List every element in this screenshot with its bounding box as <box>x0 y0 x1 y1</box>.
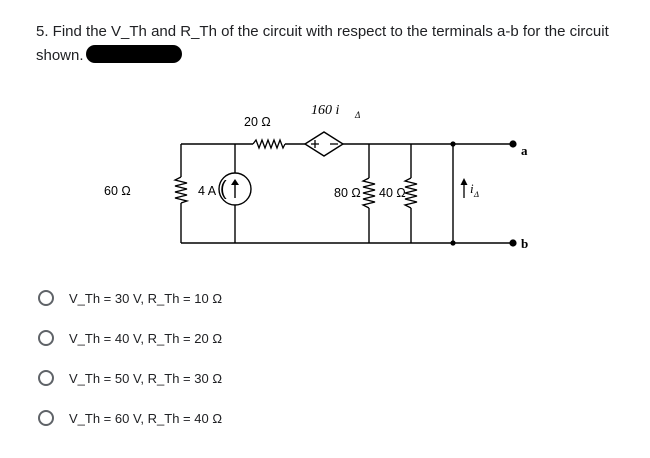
label-terminal-a: a <box>521 143 528 158</box>
option-label: V_Th = 40 V, R_Th = 20 Ω <box>69 330 223 346</box>
label-60-ohm: 60 Ω <box>104 184 131 198</box>
resistor-40 <box>405 178 417 208</box>
label-20-ohm: 20 Ω <box>244 115 271 129</box>
label-160-i: 160 i <box>311 103 340 118</box>
resistor-60 <box>175 177 187 203</box>
option-label: V_Th = 50 V, R_Th = 30 Ω <box>69 370 223 386</box>
label-80-ohm: 80 Ω <box>334 186 361 200</box>
label-i-subscript: Δ <box>474 189 479 199</box>
current-arrow <box>461 178 468 198</box>
label-i: i <box>470 181 474 196</box>
option-label: V_Th = 30 V, R_Th = 10 Ω <box>69 290 223 306</box>
label-40-ohm: 40 Ω <box>379 186 406 200</box>
label-160-i-subscript: Δ <box>355 110 361 120</box>
label-4a: 4 A <box>198 184 217 198</box>
radio-button[interactable] <box>38 290 54 306</box>
resistor-80 <box>363 178 375 208</box>
radio-button[interactable] <box>38 330 54 346</box>
terminal-b-dot <box>509 239 516 246</box>
junction-node-top <box>450 141 455 146</box>
terminal-a-dot <box>509 140 516 147</box>
option-2[interactable] <box>38 328 222 348</box>
option-1[interactable] <box>38 288 222 308</box>
option-3[interactable] <box>38 368 222 388</box>
radio-button[interactable] <box>38 370 54 386</box>
option-4[interactable] <box>38 408 222 428</box>
option-label: V_Th = 60 V, R_Th = 40 Ω <box>69 410 223 426</box>
question-prompt: 5. Find the V_Th and R_Th of the circuit with respect to the terminals a-b for the circuit shown. <box>36 23 609 64</box>
resistor-20 <box>253 140 285 148</box>
dependent-voltage-source <box>305 132 343 156</box>
source-left-paren: ( <box>220 178 227 200</box>
junction-node-bottom <box>450 240 455 245</box>
label-terminal-b: b <box>521 236 529 251</box>
radio-button[interactable] <box>38 410 54 426</box>
